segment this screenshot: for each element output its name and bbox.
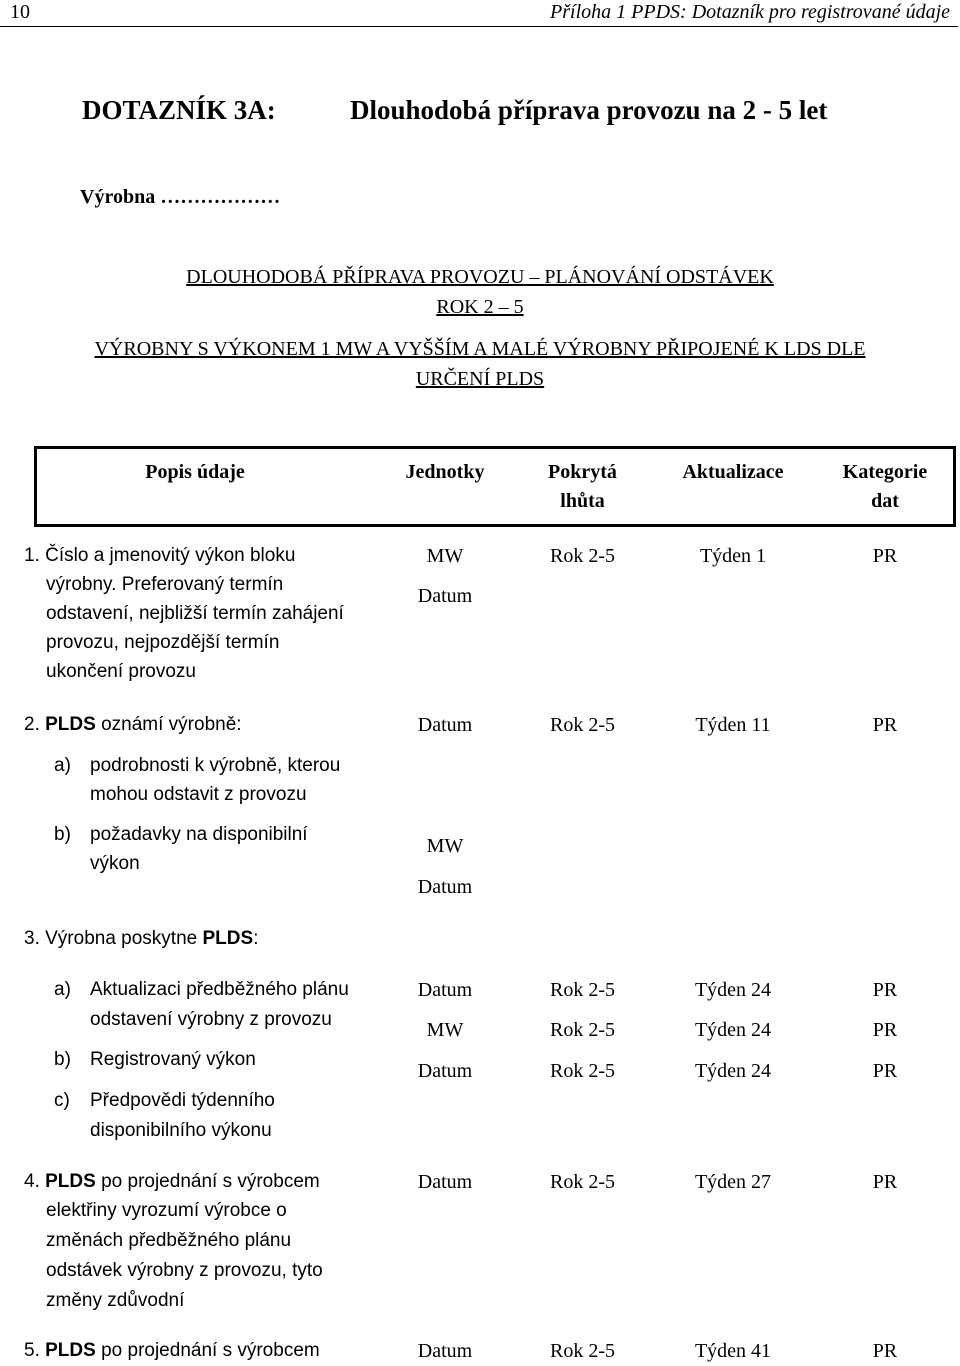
- row5-num: 5.: [24, 1340, 46, 1361]
- row4-jednotky: Datum: [417, 1171, 473, 1193]
- vyrobna-line: Výrobna ………………: [80, 186, 281, 208]
- header-pokryta-line1: Pokrytá: [548, 461, 617, 483]
- row2-rest: oznámí výrobně:: [95, 714, 242, 735]
- row3-a-line1: Aktualizaci předběžného plánu: [90, 979, 349, 1000]
- row2-b-jednotky-2: Datum: [417, 876, 473, 898]
- row4-plds: PLDS: [45, 1171, 96, 1192]
- row2-aktualizace: Týden 11: [695, 714, 771, 736]
- row1-aktualizace: Týden 1: [699, 545, 767, 567]
- running-header: [0, 0, 960, 24]
- row3-prefix: 3. Výrobna poskytne: [24, 928, 203, 949]
- questionnaire-id: DOTAZNÍK 3A:: [82, 95, 276, 125]
- row2-b-jednotky-1: MW: [426, 835, 464, 857]
- row2-jednotky: Datum: [417, 714, 473, 736]
- row3-v1-aktualizace: Týden 24: [694, 979, 772, 1001]
- subtitle-line-2: ROK 2 – 5: [436, 296, 524, 318]
- row5-desc-line1: [24, 1336, 320, 1366]
- header-jednotky: Jednotky: [405, 461, 485, 483]
- row3-v2-jednotky: MW: [426, 1019, 464, 1041]
- row3-v3-kategorie: PR: [872, 1060, 898, 1082]
- subtitle-line-4: URČENÍ PLDS: [415, 368, 545, 390]
- row3-b-line1: Registrovaný výkon: [90, 1049, 256, 1070]
- row2-kategorie: PR: [872, 714, 898, 736]
- row4-desc-line4: odstávek výrobny z provozu, tyto: [46, 1260, 323, 1281]
- row5-kategorie: PR: [872, 1340, 898, 1362]
- row3-c-label: c): [54, 1090, 70, 1111]
- row3-a-label: a): [54, 979, 71, 1000]
- row2-plds: PLDS: [45, 714, 96, 735]
- row1-pokryta: Rok 2-5: [550, 545, 615, 567]
- row3-v3-aktualizace: Týden 24: [694, 1060, 772, 1082]
- row3-v1-pokryta: Rok 2-5: [550, 979, 615, 1001]
- row3-c-line2: disponibilního výkonu: [90, 1120, 272, 1141]
- row4-kategorie: PR: [872, 1171, 898, 1193]
- row5-jednotky: Datum: [417, 1340, 473, 1362]
- page-title: Dlouhodobá příprava provozu na 2 - 5 let: [350, 95, 828, 125]
- row3-a-line2: odstavení výrobny z provozu: [90, 1009, 332, 1030]
- row1-desc-line5: ukončení provozu: [46, 661, 196, 682]
- row3-v2-aktualizace: Týden 24: [694, 1019, 772, 1041]
- row1-desc-line2: [46, 570, 283, 600]
- header-kategorie-line1: Kategorie: [842, 461, 928, 483]
- row2-b-line2: výkon: [90, 853, 140, 874]
- row4-desc-line3: změnách předběžného plánu: [46, 1230, 292, 1251]
- row3-v2-pokryta: Rok 2-5: [550, 1019, 615, 1041]
- row4-desc-line1: [24, 1167, 320, 1197]
- row1-jednotky-1: MW: [426, 545, 464, 567]
- row3-v1-kategorie: PR: [872, 979, 898, 1001]
- row1-desc-line3: odstavení, nejbližší termín zahájení: [46, 603, 344, 624]
- row1-kategorie: PR: [872, 545, 898, 567]
- row1-desc-line2a: výrobny.: [46, 574, 122, 595]
- row4-line1-rest: po projednání s výrobcem: [95, 1171, 320, 1192]
- row3-suffix: :: [253, 928, 259, 949]
- header-kategorie-line2: dat: [871, 490, 899, 512]
- subtitle-line-1: DLOUHODOBÁ PŘÍPRAVA PROVOZU – PLÁNOVÁNÍ ODSTÁVEK: [186, 266, 774, 288]
- row5-line1-rest: po projednání s výrobcem: [95, 1340, 320, 1361]
- header-pokryta-line2: lhůta: [560, 490, 605, 512]
- row2-a-line1: podrobnosti k výrobně, kterou: [90, 755, 341, 776]
- row4-desc-line5: změny zdůvodní: [46, 1290, 185, 1311]
- row2-a-line2: mohou odstavit z provozu: [90, 784, 307, 805]
- row2-b-label: b): [54, 824, 71, 845]
- row3-desc: [24, 924, 258, 954]
- row4-aktualizace: Týden 27: [694, 1171, 772, 1193]
- row5-aktualizace: Týden 41: [694, 1340, 772, 1362]
- row3-v2-kategorie: PR: [872, 1019, 898, 1041]
- row3-v3-pokryta: Rok 2-5: [550, 1060, 615, 1082]
- row2-desc: [24, 710, 242, 740]
- row3-v3-jednotky: Datum: [417, 1060, 473, 1082]
- row2-pokryta: Rok 2-5: [550, 714, 615, 736]
- row1-jednotky-2: Datum: [417, 585, 473, 607]
- row4-num: 4.: [24, 1171, 46, 1192]
- row4-desc-line2: elektřiny vyrozumí výrobce o: [46, 1200, 287, 1221]
- row3-b-label: b): [54, 1049, 71, 1070]
- row5-plds: PLDS: [45, 1340, 96, 1361]
- header-popis: Popis údaje: [145, 461, 245, 483]
- row2-a-label: a): [54, 755, 71, 776]
- row1-desc-line4: provozu, nejpozdější termín: [46, 632, 280, 653]
- row3-plds: PLDS: [202, 928, 254, 949]
- row2-num: 2.: [24, 714, 46, 735]
- page-number: 10: [10, 1, 30, 23]
- row1-desc-line2b: Preferovaný termín: [121, 574, 284, 595]
- row3-c-line1: Předpovědi týdenního: [90, 1090, 275, 1111]
- row5-pokryta: Rok 2-5: [550, 1340, 615, 1362]
- running-head-title: Příloha 1 PPDS: Dotazník pro registrované údaje: [550, 1, 950, 23]
- row2-b-line1: požadavky na disponibilní: [90, 824, 308, 845]
- subtitle-line-3: VÝROBNY S VÝKONEM 1 MW A VYŠŠÍM A MALÉ VÝROBNY PŘIPOJENÉ K LDS DLE: [94, 338, 866, 360]
- row4-pokryta: Rok 2-5: [550, 1171, 615, 1193]
- header-aktualizace: Aktualizace: [682, 461, 784, 483]
- row3-v1-jednotky: Datum: [417, 979, 473, 1001]
- row1-desc-line1: 1. Číslo a jmenovitý výkon bloku: [24, 545, 296, 566]
- header-divider: [0, 26, 958, 27]
